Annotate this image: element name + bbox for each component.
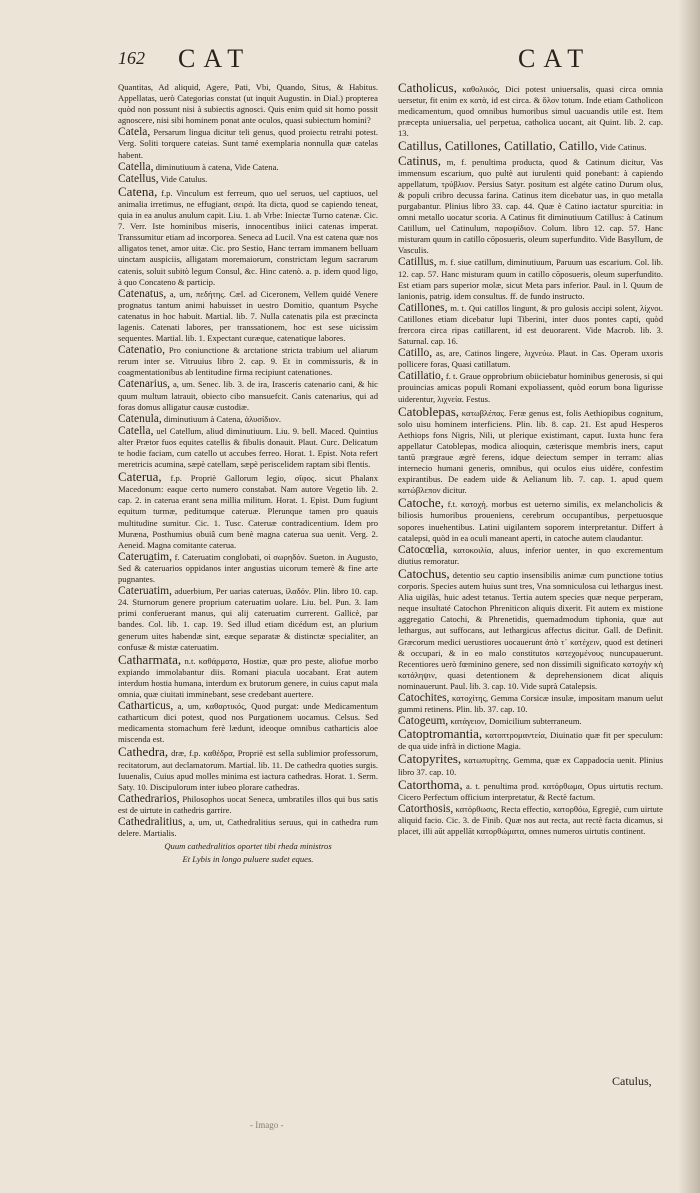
dictionary-entry [398, 82, 663, 139]
dictionary-entry [398, 776, 663, 803]
entry-headword: Catochus, [398, 565, 450, 581]
entry-headword: Catochites, [398, 691, 450, 704]
entry-headword: Catharmata, [118, 651, 182, 667]
dictionary-entry [398, 257, 663, 301]
entry-headword: Caterua, [118, 469, 162, 485]
entry-headword: Cathedralitius, [118, 816, 186, 828]
left-running-head: CAT [178, 44, 252, 73]
verse-line: Et Lybis in longo puluere sudet eques. [182, 854, 314, 865]
dictionary-entry [398, 348, 663, 370]
entry-text: diminutiuum à Catena, ἁλυσίδιον. [163, 413, 281, 424]
dictionary-entry [118, 471, 378, 551]
dictionary-entry [398, 728, 663, 752]
dictionary-entry [398, 693, 663, 715]
entry-text: f. t. Graue opprobrium obiiciebatur hominibus generosis, si qui prouincias amicas populi Romani expoliassent, quòd eorum bona ligurisse uiderentur, λιχνεία. Festus. [398, 371, 663, 404]
entry-text: καθολικός, Dici potest uniuersalis, quasi circa omnia uersetur, fit enim ex κατὰ, id est circa. & ὅλον totum. Inde etiam Catholicon medicamentum, quod omnibus humoribus simul uacuandis utile est. Item præcepta uniuersalia, uel perpetua, catholica uocant, ait Quint. lib. 2. cap. 13. [398, 84, 663, 139]
dictionary-entry [118, 127, 378, 160]
entry-headword: Catillatio, [398, 370, 444, 383]
entry-headword: Catillo, [398, 347, 433, 360]
entry-text: aduerbium, Per uarias cateruas, ἰλαδόν. Plin. libro 10. cap. 24. Sturnorum genere proprium cateruatim uolare. Liu. bel. Pun. 3. Iam primi conferuerant manus, qui alij cateruatim currerent. Gallicè, par bandes. Col. lib. 1. cap. 19. Sed illud etiam dicédum est, an plurium generum uites habendæ sint, eæque separatæ & distinctæ specialiter, an confusæ & mistæ cateruatim. [118, 586, 378, 652]
entry-text: κατόρθωσις, Recta effectio, κατορθόω, Egregiè, cum uirtute aliquid facio. Cic. 3. de Finib. Quæ nos aut recta, aut rectè facta dicamus, si placet, illi aūt appellāt κατορθώματα, omnes numeros uirtutis continent. [398, 803, 663, 836]
dictionary-entry [118, 651, 378, 700]
entry-headword: Caterua̲tim, [118, 550, 172, 563]
entry-headword: Catholicus, [398, 80, 457, 95]
dictionary-entry [118, 289, 378, 344]
entry-text: dræ, f.p. καθέδρα, Propriè est sella sublimior professorum, recitatorum, aut declamatorum. Martial. lib. 11. De cathedra quoties surgis. Iuuenalis, Cuius apud molles minima est iactura cathedras. Horat. 1. Serm. Saty. 10. Discipulorum inter iubeo plorare cathedras. [118, 748, 378, 792]
dictionary-entry [118, 746, 378, 792]
entry-text: Philosophos uocat Seneca, umbratiles illos qui bus satis est de uirtute in cathedris garrire. [118, 793, 378, 815]
page-header [118, 44, 678, 78]
entry-headword: Cathedrarios, [118, 792, 180, 805]
entry-headword: Catogeum, [398, 715, 449, 728]
dictionary-entry [118, 345, 378, 378]
entry-text: κατοπτρομαντεία, Diuinatio quæ fit per speculum: de qua uide infrà in dictione Magia. [398, 730, 663, 752]
entry-text: a, um, ut, Cathedralitius seruus, qui in cathedra rum delere. Martialis. [118, 817, 378, 839]
dictionary-entry [118, 586, 378, 653]
entry-text: κατωπυρίτης. Gemma, quæ ex Cappadocia uenit. Plinius libro 37. cap. 10. [398, 755, 663, 777]
entry-text: a, um, πεδήτης. Cæl. ad Ciceronem, Vellem quidé Venere prognatus tantum animi habuisset in uestro Domitio, quantum Psyche catenatus in hoc habuit. Martial. lib. 7. Nulla catenatis pila est præcincta lagenis. Catenati labores, per transsationem, hoc est sese uicissim sequentes. Martial. lib. 1. Expectant curæque, catenatique labores. [118, 288, 378, 344]
dictionary-entry [398, 497, 663, 543]
entry-text: κατάγειον, Domicilium subterraneum. [450, 716, 582, 727]
entry-text: κατοκοιλία, aluus, inferior uenter, in quo excrementum diutius remoratur. [398, 544, 663, 566]
entry-headword: Catella, [118, 424, 154, 437]
entry-text: n.t. καθάρματα, Hostiæ, quæ pro peste, aliofue morbo expiando immolabantur diis. Romani piacula uocabant. Erat autem interdum hostia humana, interdum ex brutorum genere, in cuius caput mala omnia, quæ ciuitati imminebant, sese credebant auertere. [118, 655, 378, 699]
entry-headword: Catillones, [398, 301, 448, 314]
entry-text: a. t. penultima prod. κατόρθωμα, Opus uirtutis rectum. Cicero Perfectum officium interpretatur, & Rectè factum. [398, 780, 663, 802]
entry-text: as, are, Catinos lingere, λιχνεύω. Plaut. in Cas. Operam uxoris pollicere foras, Quasi catillatum. [398, 348, 663, 370]
entry-headword: Cathedra, [118, 744, 169, 760]
dictionary-entry [118, 379, 378, 412]
dictionary-entry [118, 162, 378, 173]
page-edge-shadow [678, 0, 700, 1193]
dictionary-entry [118, 82, 378, 126]
entry-headword: Catillus, Catillones, Catillatio, Catillo, [398, 138, 598, 154]
entry-headword: Catorthosis, [398, 802, 454, 815]
dictionary-entry [118, 817, 378, 839]
entry-text: κατωβλέπας. Feræ genus est, folis Aethiopibus cognitum, solo uisu hominem interficiens. Plin. lib. 8. cap. 21. Est apud Hesperos Aethiops fons Nigris, Nili, ut plerique existimant, caput. Iuxta hunc fera appellatur Catoblepas, modica alioquin, cæterisque membris iners, caput tantū prægraue ægrè ferens, idque deiectum semper in terram: alias internecio humani generis, omnibus, qui oculos eius uidére, confestim expirantibus. De eadem uide & Aelianum lib. 7. cap. 1. apud quem κατώβλεπον dicitur. [398, 407, 663, 496]
entry-text: Vide Catinus. [599, 142, 647, 153]
entry-text: Quantitas, Ad aliquid, Agere, Pati, Vbi, Quando, Situs, & Habitus. Appellatas, uerò Categorias constat (ut inquit Augustin. in Dial.) propterea quòd non possunt nisi à subiectis agnosci. Quis enim quid sit homo possit agnoscere, nisi sibi hominem ponat ante oculos, quasi subiectum homini? [118, 82, 378, 126]
entry-headword: Catella, [118, 160, 154, 173]
entry-headword: Catinus, [398, 152, 441, 168]
dictionary-entry [118, 794, 378, 816]
entry-text: Vide Catulus. [160, 173, 208, 184]
entry-text: κατοχίτης, Gemma Corsicæ insulæ, impositam manum uelut gummi retinens. Plin. lib. 37. cap. 10. [398, 692, 663, 715]
dictionary-entry [118, 183, 378, 288]
entry-text: diminutiuum à catena, Vide Catena. [155, 161, 279, 172]
entry-headword: Catellus, [118, 172, 159, 185]
entry-text: m. f. siue catillum, diminutiuum, Paruum uas escarium. Col. lib. 12. cap. 57. Hanc misturam quum in catillo cōposueris, oleum superfundito. Est etiam pars superior molæ, sicut Meta pars inferior. Paul. in l. Quum de lanionis, patrig. idem consultus. ff. de fundo instructo. [398, 257, 663, 301]
entry-headword: Catela, [118, 126, 151, 139]
dictionary-entry [398, 545, 663, 567]
dictionary-entry [398, 371, 663, 404]
entry-text: m. t. Qui catillos lingunt, & pro gulosis accipi solent, λίχνοι. Catillones etiam dicebatur lupi Tiberini, inter duos pontes capti, quòd frercora circa ripas catillarent, id est deuorarent. Vide Macrob. lib. 3. Saturnal. cap. 16. [398, 302, 664, 347]
entry-text: f. Cateruatim conglobati, οἱ σωρηδόν. Sueton. in Augusto, Sed & cateruarios oppidanos inter angustias uicorum temerè & fine arte pugnantes. [118, 551, 378, 585]
dictionary-entry [398, 804, 663, 837]
footer-mark: - Imago - [250, 1120, 284, 1130]
entry-headword: Catenatus, [118, 287, 167, 300]
dictionary-entry [398, 753, 663, 777]
entry-text: f.t. κατοχὴ. morbus est ueterno similis, ex melancholicis & biliosis humoribus proueniens, cerebrum occupantibus, perpetuosque sopores inuehentibus. Latini uigilantem soporem interpretantur. Differt à catalepsi, quòd in ea oculi maneant aperti, in catoche autem claudantur. [398, 499, 664, 543]
entry-headword: Catopyrites, [398, 751, 462, 767]
entry-text: detentio seu captio insensibilis animæ cum punctione totius corporis. Species autem huius sunt tres, Vna somniculosa cui lethargus inest. Alia uigilàs, huic adest tetanus. Tertia autem species quæ neque perperam, neque insultaté Catochon Phreniticon aliquis dixerit. Fit autem ex mistione aggregatio Catochi, & Phrenetidis, quemadmodum tiphonia, quæ aut lethargus, aut suffocans, aut lethargicus affectus dicitur. Gall. de Definit. Græcorum medici uerustiores uocauerunt ἀπὸ τ᾿ κατέχειν, quod est detineri & occupari, & in eo malo constitutos κατεχομένους nuncupauerunt. Recentiores uerò fœminino genere, sed non dissimili significato κατοχὴν κὴ κατάληψιν, quasi detentionem & deprehensionem dicat aliquis nominauerunt. Paul. lib. 3. cap. 10. Vide suprà Catalepsis. [398, 569, 663, 691]
entry-text: m, f. penultima producta, quod & Catinum dicitur, Vas immensum escarium, quo pultè aut iurulenti quid ponebant: à capiendo appellatum, τρύβλιον. Persius Satyr. positum est algéte catino Durum olus, & populi cribro decussa farina. Catinus item dicebatur uas, in quo metalla purgabantur. Plinius libro 33. cap. 44. Quæ è Catino iactatur spurcitia: in omni metallo uocatur scoria. A Catinus fit diminutiuum Catillus: à Catinum Catillum, uel Catinulum, παροψίδιον. Colum. libro 12. cap. 57. Hanc misturam quum in catillo cōposueris, oleum superfundito. Vide Basyllum, de Vasculis. [398, 156, 664, 256]
entry-text: f.p. Propriè Gallorum legio, σῖφος. sicut Phalanx Macedonum: eaque certo numero constabat. Nam autore Vegetio lib. 2. cap. 2. in caterua erant sena millia militum. Horat. 1. Epist. Dum fugiunt equitum turmæ, peditumque cateruæ. Plerunque tamen pro quauis multitudine sumitur. Cic. 1. Tusc. Cateruæ contradicentium. Idem pro Muræna, Posthumius obuiâ cum benè magna caterua sua uenit. Verg. 2. Aeneid. Magna comitante caterua. [118, 473, 378, 550]
entry-headword: Catenarius, [118, 378, 171, 391]
entry-headword: Cateruatim, [118, 585, 172, 598]
dictionary-entry [118, 426, 378, 470]
entry-text: Pro coniunctione & arctatione stricta trabium uel aliarum rerum inter se. Vitruuius libro 2. cap. 9. Et in commissuris, & in coagmentationibus ab lentitudine firma recipiunt catenationes. [118, 345, 378, 378]
entry-headword: Catoblepas, [398, 403, 460, 419]
entry-headword: Catoche, [398, 495, 444, 511]
entry-headword: Catillus, [398, 256, 437, 269]
catchword: Catulus, [612, 1074, 652, 1088]
entry-headword: Catena, [118, 183, 158, 199]
dictionary-entry [118, 701, 378, 745]
entry-text: Persarum lingua dicitur teli genus, quod proiectu retrahi potest. Verg. Soliti torquere cateias. Sunt tamé exemplaria nonnulla quæ catelas habent. [118, 127, 378, 160]
entry-headword: Catenula, [118, 412, 162, 425]
page-number: 162 [118, 48, 145, 68]
entry-headword: Catocœlia, [398, 543, 448, 556]
entry-headword: Catharticus, [118, 700, 174, 713]
entry-text: uel Catellum, aliud diminutiuum. Liu. 9. bell. Maced. Quintius alter Prætor fuos equites catellis & fibulis donauit. Plaut. Curc. Delicatum te hodie faciam, cum catello ut accubes ferreo. Horat. 1. Epist. Nota refert meretricis acumina, sæpè catellam, sæpè periscelidem raptam sibi flentis. [118, 425, 378, 470]
entry-headword: Catoptromantia, [398, 726, 483, 742]
dictionary-entry [398, 565, 663, 692]
right-running-head: CAT [518, 44, 592, 73]
dictionary-entry [398, 403, 663, 497]
right-column [398, 82, 663, 838]
entry-text: a, um, καθαρτικός, Quod purgat: unde Medicamentum catharticum dici potest, quod nos Purgationem uocamus. Celsus. Sed medicamenta stomachum ferè lædunt, ideoque omnibus catharticis aloe miscenda est. [118, 701, 379, 745]
dictionary-entry [118, 414, 378, 425]
dictionary-entry [398, 303, 663, 347]
dictionary-entry [398, 152, 664, 257]
left-column [118, 82, 378, 867]
entry-text: f.p. Vinculum est ferreum, quo uel seruos, uel captiuos, uel animalia irretimus, ne effugiant, σειρά. Ita dicta, quod se capiendo teneat, quia in ea anulus anulum capit. Liu. 1. ab Vrbe: Iniectæ Turno catenæ. Cic. 7. Verr. Iste hominibus miseris, innocentibus iniici catenas imperat. Transsumitur etiam ad incorporea. Seneca ad Lucil. Vna est catena quæ nos alligatos tenet, amor uitæ. Cic. pro Sestio, Hanc terram immanem belluam uinctam auspiciis, alligatam moremaiorum, constrictam legum sacrarum catenis, soluit subitò legum Consul, &c. Hinc catenò. a. p. idem quod ligo, à quo Concateno & particip. [118, 187, 378, 287]
entry-text: a, um. Senec. lib. 3. de ira, Irasceris catenario cani, & hic quum multum latrauit, obiecto cibo mansuefcit. Canis catenarius, qui ad foras domus alligatur causæ custodiæ. [118, 379, 378, 412]
dictionary-entry [118, 552, 378, 585]
entry-headword: Catorthoma, [398, 776, 463, 792]
verse-line: Quum cathedralitios oportet tibi rheda ministros [164, 841, 332, 852]
entry-headword: Catenatio, [118, 344, 165, 357]
